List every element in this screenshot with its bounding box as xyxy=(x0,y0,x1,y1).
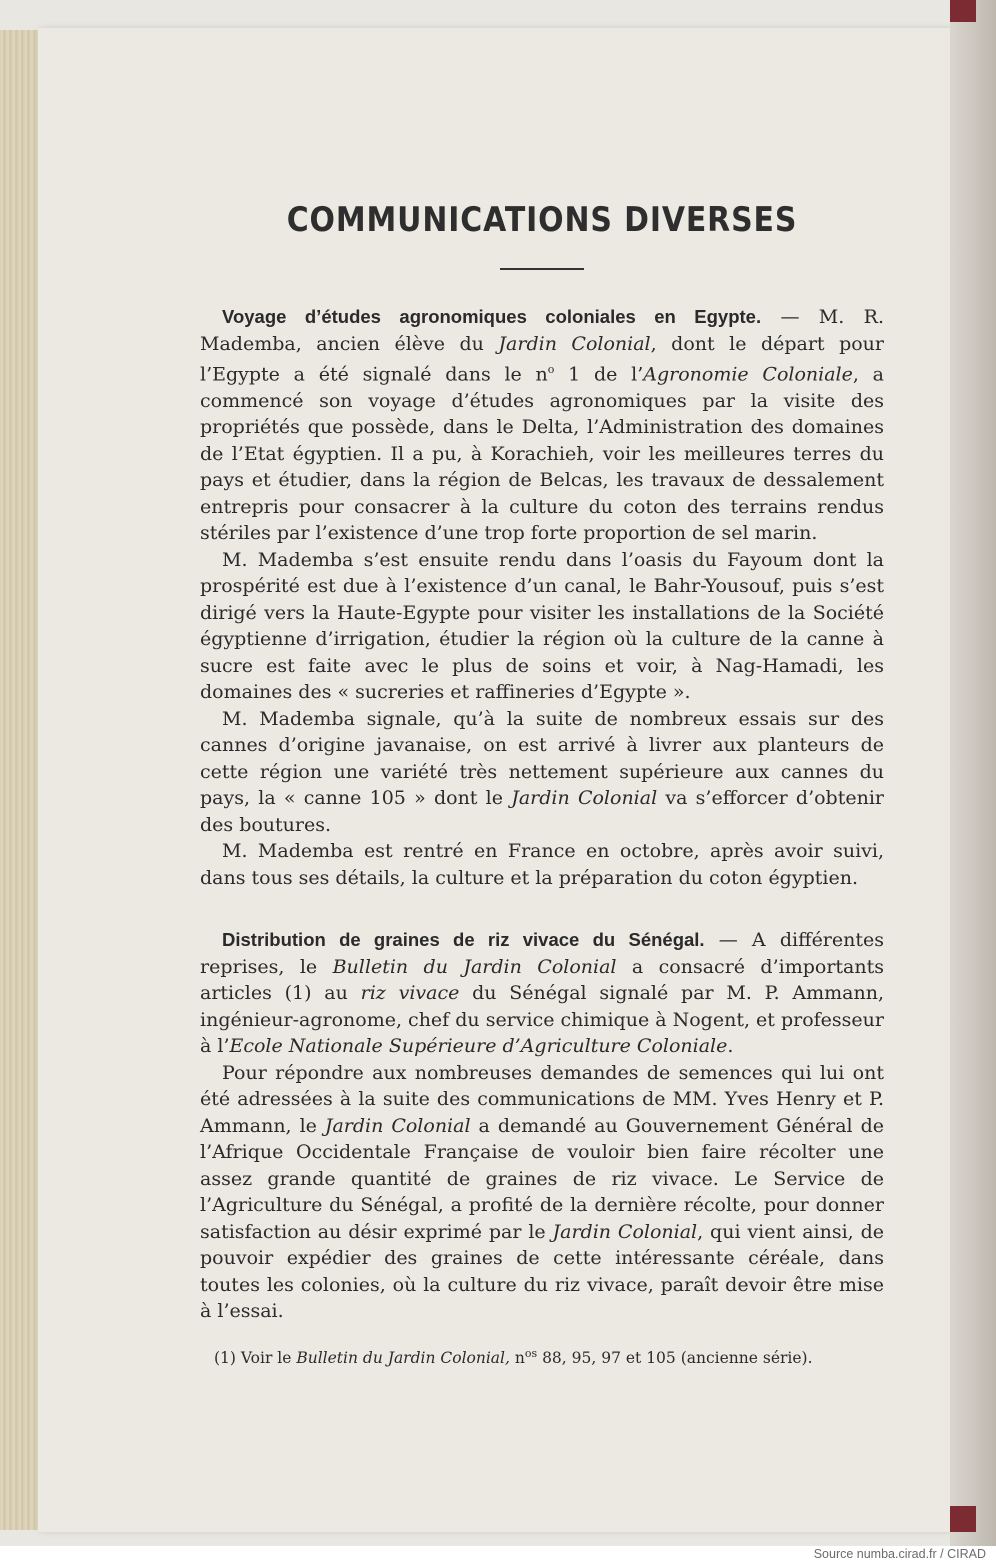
binding-cover-top xyxy=(950,0,976,22)
binding-cover-bottom xyxy=(950,1506,976,1532)
footnote: (1) Voir le Bulletin du Jardin Colonial, $n^{os}$ 88, 95, 97 et 105 (ancienne série). xyxy=(214,1346,813,1367)
section-gap xyxy=(200,891,884,927)
page-content xyxy=(200,180,884,1367)
section2-paragraph-1: Distribution de graines de riz vivace du Sénégal. — A différentes reprises, le Bulletin du Jardin Colonial a consacré d’importants articles (1) au riz vivace du Sénégal signalé par M. P. Ammann, ingénieur-agronome, chef du service chimique à Nogent, et professeur à l’Ecole Nationale Supérieure d’Agriculture Coloniale. xyxy=(200,929,885,1058)
source-credit: Source numba.cirad.fr / CIRAD xyxy=(813,1547,986,1561)
section1-heading: Voyage d’études agronomiques coloniales en Egypte. xyxy=(222,306,762,327)
title-rule xyxy=(500,268,584,270)
section1-paragraph-4: M. Mademba est rentré en France en octobre, après avoir suivi, dans tous ses détails, la culture et la préparation du coton égyptien. xyxy=(200,840,884,889)
section1-paragraph-3: M. Mademba signale, qu’à la suite de nombreux essais sur des cannes d’origine javanaise, on est arrivé à livrer aux planteurs de cette région une variété très nettement supérieure aux cannes du pays, la « canne 105 » dont le Jardin Colonial va s’efforcer d’obtenir des boutures. xyxy=(200,707,884,836)
book-binding xyxy=(950,0,996,1546)
section2-heading: Distribution de graines de riz vivace du Sénégal. xyxy=(222,929,705,951)
section1-paragraph-2: M. Mademba s’est ensuite rendu dans l’oasis du Fayoum dont la prospérité est due à l’existence d’un canal, le Bahr-Yousouf, puis s’est dirigé vers la Haute-Egypte pour visiter les installations de la Société égyptienne d’irrigation, étudier la région où la culture de la canne à sucre est faite avec le plus de soins et voir, à Nag-Hamadi, les domaines des « sucreries et raffineries d’Egypte ». xyxy=(200,548,884,704)
section2-paragraph-2: Pour répondre aux nombreuses demandes de semences qui lui ont été adressées à la suite des communications de MM. Yves Henry et P. Ammann, le Jardin Colonial a demandé au Gouvernement Général de l’Afrique Occidentale Française de vouloir bien faire récolter une assez grande quantité de graines de riz vivace. Le Service de l’Agriculture du Sénégal, a profité de la dernière récolte, pour donner satisfaction au désir exprimé par le Jardin Colonial, qui vient ainsi, de pouvoir expédier des graines de cette intéressante céréale, dans toutes les colonies, où la culture du riz vivace, paraît devoir être mise à l’essai. xyxy=(200,1061,884,1323)
section1-paragraph-1: Voyage d’études agronomiques coloniales en Egypte. — M. R. Mademba, ancien élève du Jardin Colonial, dont le départ pour l’Egypte a été signalé dans le $n^o$ 1 de l’Agronomie Coloniale, a commencé son voyage d’études agronomiques par la visite des propriétés que possède, dans le Delta, l’Administration des domaines de l’Etat égyptien. Il a pu, à Korachieh, voir les meilleures terres du pays et étudier, dans la région de Belcas, les travaux de dessalement entrepris pour consacrer à la culture du coton des terrains rendus stériles par l’existence d’une trop forte proportion de sel marin. xyxy=(200,306,884,545)
page-title: COMMUNICATIONS DIVERSES xyxy=(286,200,798,240)
